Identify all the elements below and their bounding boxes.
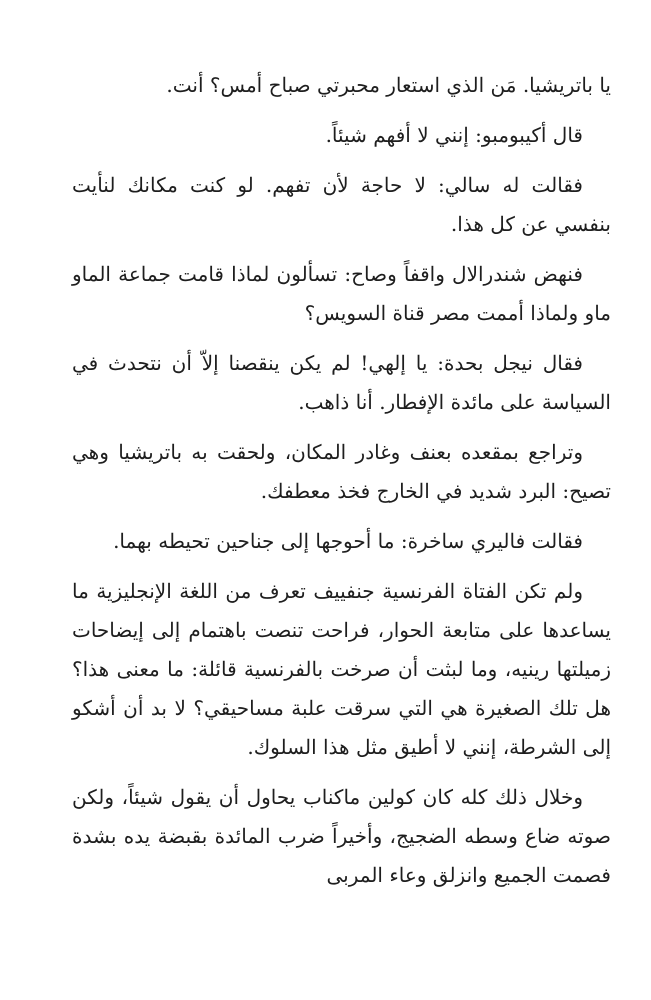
book-page-text — [72, 66, 611, 906]
paragraph-5: فقال نيجل بحدة: يا إلهي! لم يكن ينقصنا إلاّ أن نتحدث في السياسة على مائدة الإفطار. أنا ذاهب. — [72, 351, 611, 414]
paragraph-2: قال أكيبومبو: إنني لا أفهم شيئاً. — [325, 123, 583, 147]
paragraph-8: ولم تكن الفتاة الفرنسية جنفييف تعرف من اللغة الإنجليزية ما يساعدها على متابعة الحوار، فراحت تنصت باهتمام إلى إيضاحات زميلتها رينيه، وما لبثت أن صرخت بالفرنسية قائلة: ما معنى هذا؟ هل تلك الصغيرة هي التي سرقت علبة مساحيقي؟ لا بد أن أشكو إلى الشرطة، إنني لا أطيق مثل هذا السلوك. — [72, 579, 611, 759]
paragraph-7: فقالت فاليري ساخرة: ما أحوجها إلى جناحين تحيطه بهما. — [113, 529, 583, 553]
paragraph-6: وتراجع بمقعده بعنف وغادر المكان، ولحقت به باتريشيا وهي تصيح: البرد شديد في الخارج فخذ معطفك. — [72, 440, 611, 503]
paragraph-3: فقالت له سالي: لا حاجة لأن تفهم. لو كنت مكانك لنأيت بنفسي عن كل هذا. — [72, 173, 611, 236]
paragraph-9: وخلال ذلك كله كان كولين ماكناب يحاول أن يقول شيئاً، ولكن صوته ضاع وسطه الضجيج، وأخيراً ضرب المائدة بقبضة يده بشدة فصمت الجميع وانزلق وعاء المربى — [72, 785, 611, 887]
paragraph-1: يا باتريشيا. مَن الذي استعار محبرتي صباح أمس؟ أنت. — [166, 73, 611, 97]
paragraph-4: فنهض شندرالال واقفاً وصاح: تسألون لماذا قامت جماعة الماو ماو ولماذا أممت مصر قناة السويس؟ — [72, 262, 611, 325]
